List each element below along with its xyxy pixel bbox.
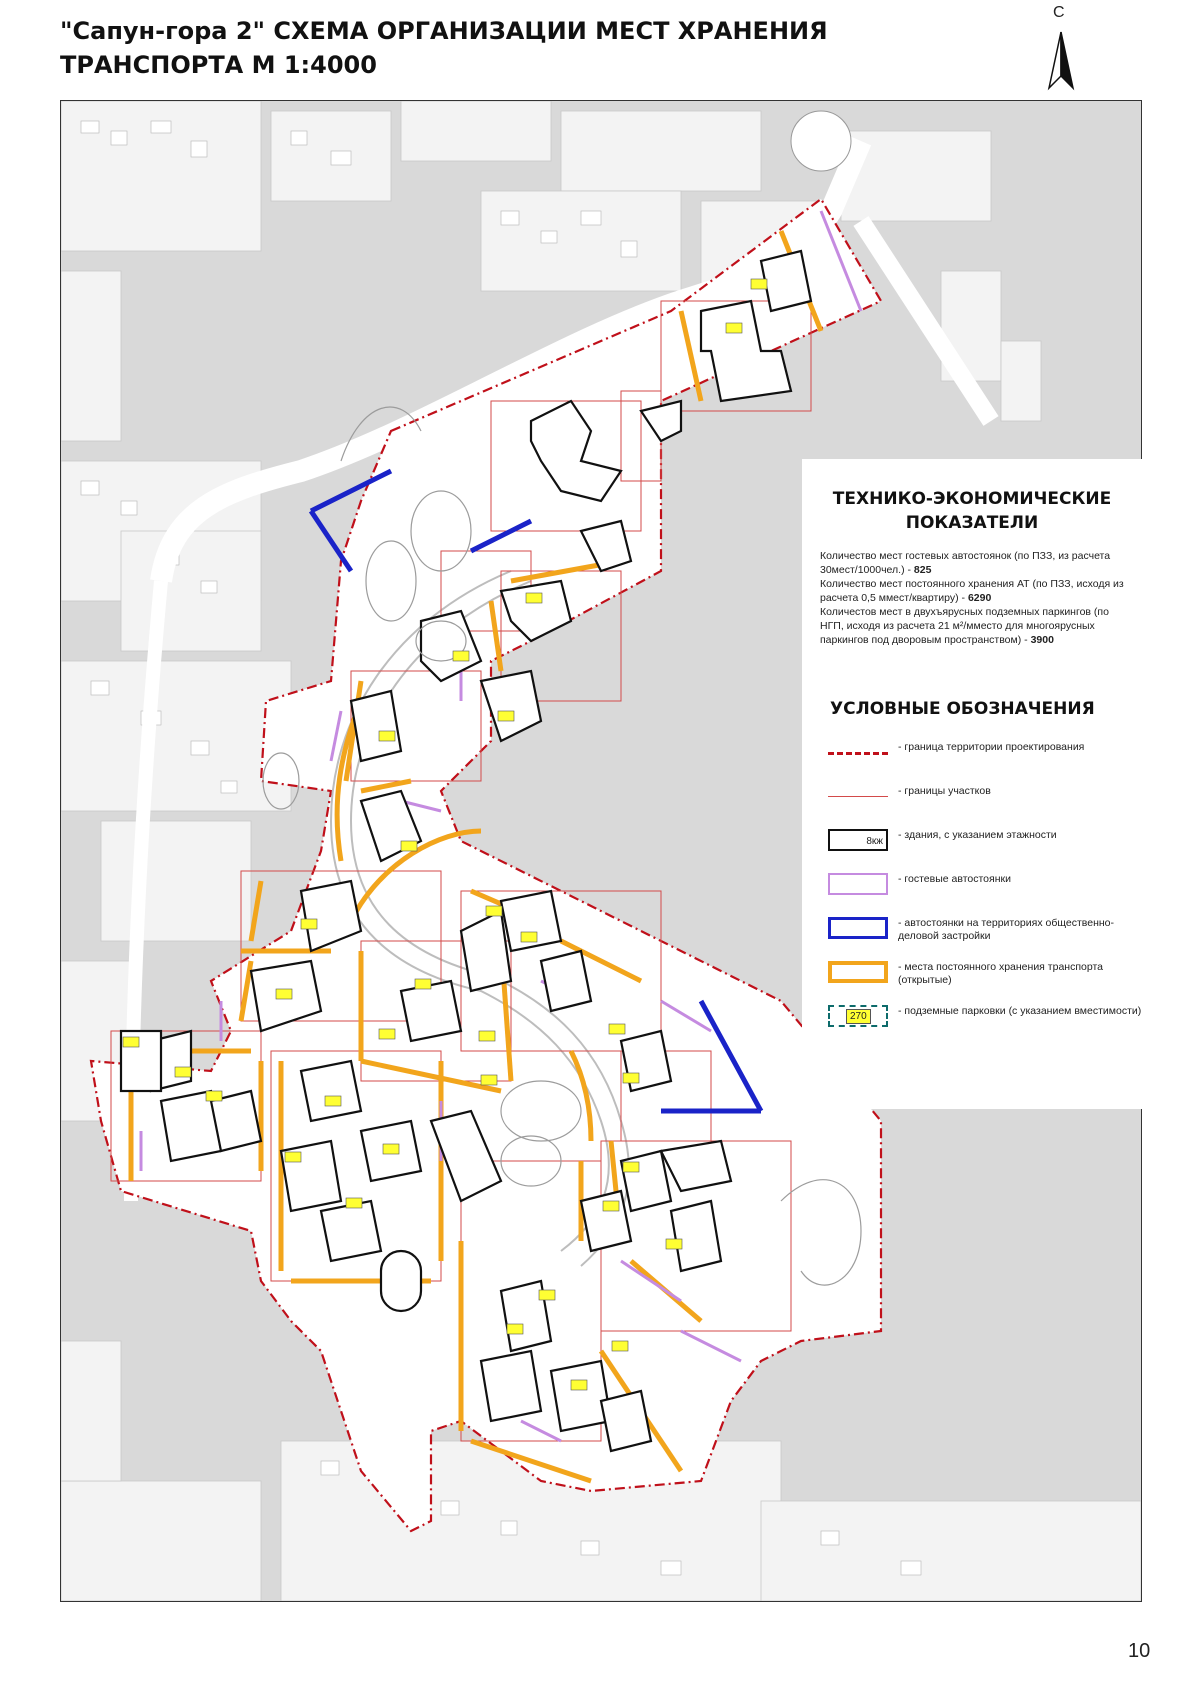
title-line-1: "Сапун-гора 2" СХЕМА ОРГАНИЗАЦИИ МЕСТ ХРАНЕНИЯ [60,17,828,45]
guest-parking-icon [828,873,888,895]
legend-item-permanent: - места постоянного хранения транспорта (открытые) [820,955,1124,999]
plot-line-icon [828,796,888,797]
public-parking-icon [828,917,888,939]
page-title [60,14,828,82]
tep-row-underground: Количестов мест в двухъярусных подземных паркингов (по НГП, исходя из расчета 21 м²/мместо для многоярусных паркингов под дворовым пространством) - 3900 [820,606,1109,646]
building-icon: 8кж [828,829,888,851]
boundary-line-icon [828,752,888,755]
legend-title: УСЛОВНЫЕ ОБОЗНАЧЕНИЯ [830,699,1095,719]
legend-item-guest: - гостевые автостоянки [820,867,1124,911]
underground-parking-icon: 270 [828,1005,888,1027]
tep-row-guest: Количество мест гостевых автостоянок (по ПЗЗ, из расчета 30мест/1000чел.) - 825 [820,550,1111,576]
north-arrow-icon [1045,6,1077,96]
legend-item-plots: - границы участков [820,779,1124,823]
tep-title [820,487,1124,535]
tep-title-line-1: ТЕХНИКО-ЭКОНОМИЧЕСКИЕ [832,489,1112,509]
page-number: 10 [1128,1640,1151,1662]
legend-item-underground: 270 - подземные парковки (с указанием вместимости) [820,999,1124,1043]
north-label: С [1053,4,1065,21]
info-panel [802,459,1142,1109]
permanent-parking-icon [828,961,888,983]
title-line-2: ТРАНСПОРТА М 1:4000 [60,51,377,79]
legend-item-boundary: - граница территории проектирования [820,735,1124,779]
tep-title-line-2: ПОКАЗАТЕЛИ [905,513,1039,533]
legend-item-buildings: 8кж - здания, с указанием этажности [820,823,1124,867]
legend-item-public: - автостоянки на территориях общественно-деловой застройки [820,911,1124,955]
tep-row-permanent: Количество мест постоянного хранения АТ (по ПЗЗ, исходя из расчета 0,5 ммест/квартиру) - 6290 [820,578,1124,604]
